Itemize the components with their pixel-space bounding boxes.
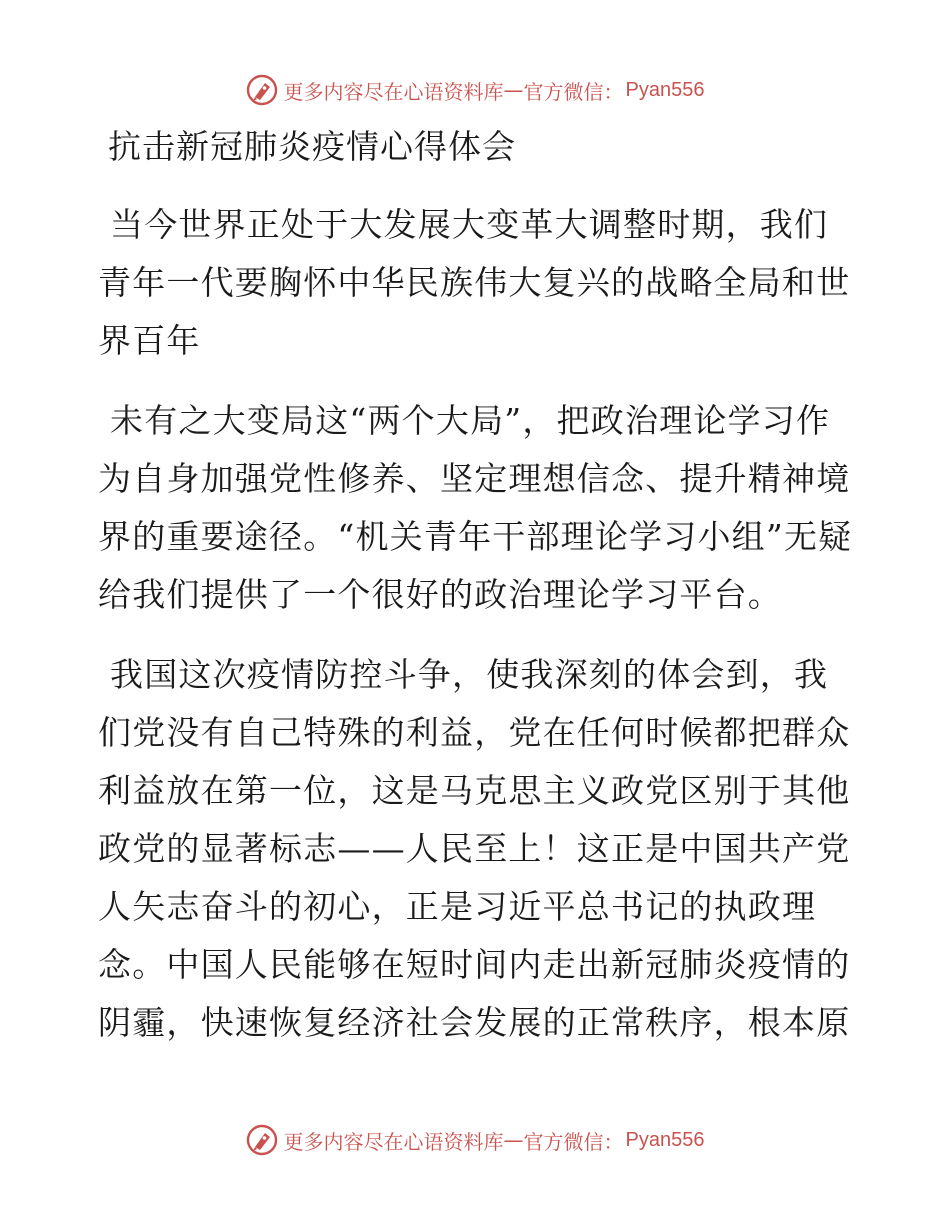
banner-site-text: 更多内容尽在心语资料库	[283, 79, 504, 104]
pen-nib-logo-icon	[246, 74, 278, 106]
paragraph-2: 未有之大变局这“两个大局”，把政治理论学习作为自身加强党性修养、坚定理想信念、提升精神境界的重要途径。“机关青年干部理论学习小组”无疑给我们提供了一个很好的政治理论学习平台。	[98, 401, 853, 614]
banner-wechat-id: Pyan556	[625, 78, 705, 101]
footer-banner	[0, 1122, 950, 1158]
paragraph-1: 当今世界正处于大发展大变革大调整时期，我们青年一代要胸怀中华民族伟大复兴的战略全局和世界百年	[98, 205, 851, 360]
banner-official-label: 官方微信：	[523, 1129, 624, 1154]
banner-official-label: 官方微信：	[523, 79, 624, 104]
document-body	[98, 126, 853, 1052]
banner-dash: —	[503, 1128, 524, 1152]
banner-dash: —	[503, 78, 524, 102]
header-banner	[0, 72, 950, 108]
banner-site-text: 更多内容尽在心语资料库	[283, 1129, 504, 1154]
document-title: 抗击新冠肺炎疫情心得体会	[108, 127, 516, 166]
banner-wechat-id: Pyan556	[625, 1128, 705, 1151]
pen-nib-logo-icon	[246, 1124, 278, 1156]
paragraph-3: 我国这次疫情防控斗争，使我深刻的体会到，我们党没有自己特殊的利益，党在任何时候都把群众利益放在第一位，这是马克思主义政党区别于其他政党的显著标志——人民至上！这正是中国共产党人矢志奋斗的初心，正是习近平总书记的执政理念。中国人民能够在短时间内走出新冠肺炎疫情的阴霾，快速恢复经济社会发展的正常秩序，根本原	[98, 655, 851, 1042]
